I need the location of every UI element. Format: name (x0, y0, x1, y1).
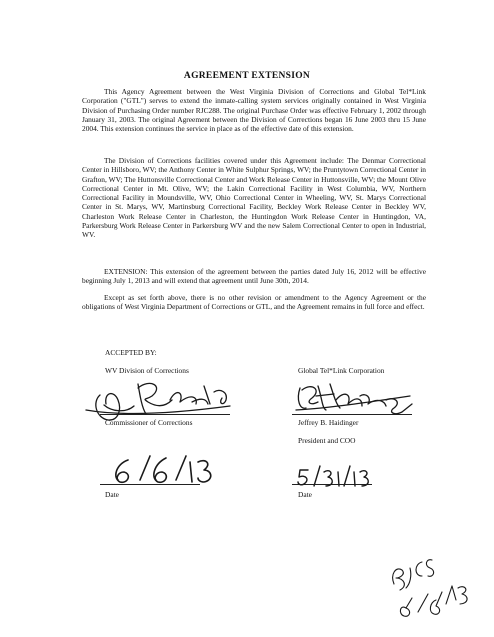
gtl-signer-name: Jeffrey B. Haidinger (298, 418, 359, 427)
gtl-signature (296, 384, 412, 414)
gtl-company-name: Global Tel*Link Corporation (298, 366, 385, 375)
left-date-label: Date (105, 490, 119, 499)
right-date-label: Date (298, 490, 312, 499)
gtl-signer-title: President and COO (298, 436, 356, 445)
document-title: AGREEMENT EXTENSION (183, 71, 311, 81)
paragraph-remainder: Except as set forth above, there is no other revision or amendment to the Agency Agreement or the obligations of West Virginia Department of Corrections or GTL, and the Agreement remains in full force and effect. (82, 293, 426, 312)
paragraph-extension: EXTENSION: This extension of the agreement between the parties dated July 16, 2012 will be effective beginning July 1, 2013 and will extend that agreement until June 30th, 2014. (82, 267, 426, 286)
accepted-by-label: ACCEPTED BY: (105, 348, 157, 357)
paragraph-intro: This Agency Agreement between the West Virginia Division of Corrections and Global Tel*Link Corporation ("GTL") serves to extend the inmate-calling system services originally contained in West Virginia Division of Purchasing Order number RJC288. The original Purchase Order was effective February 1, 2002 through January 31, 2003. The original Agreement between the Division of Corrections began 16 June 2003 thru 15 June 2004. This extension continues the service in place as of the effective date of this extension. (82, 87, 426, 134)
right-handwritten-date (298, 466, 368, 486)
wv-division-name: WV Division of Corrections (105, 366, 189, 375)
paragraph-facilities: The Division of Corrections facilities covered under this Agreement include: The Denmar Correctional Center in Hillsboro, WV; the Anthony Center in White Sulphur Springs, WV; the Pruntytown Correctional Center in Grafton, WV; The Huttonsville Correctional Center and Work Release Center in Huttonsville, WV; the Mount Olive Correctional Center in Mt. Olive, WV; the Lakin Correctional Facility in West Columbia, WV, Northern Correctional Facility in Moundsville, WV, Ohio Correctional Center in Wheeling, WV, St. Marys Correctional Center in St. Marys, WV, Martinsburg Correctional Facility, Beckley Work Release Center in Beckley WV, Charleston Work Release Center in Charleston, the Huntingdon Work Release Center in Huntingdon, VA, Parkersburg Work Release Center in Parkersburg WV and the new Salem Correctional Center to open in Industrial, WV. (82, 156, 426, 240)
commissioner-signature (86, 383, 230, 420)
commissioner-title: Commissioner of Corrections (105, 418, 193, 427)
margin-initials-note (393, 560, 467, 617)
left-handwritten-date (116, 456, 211, 482)
